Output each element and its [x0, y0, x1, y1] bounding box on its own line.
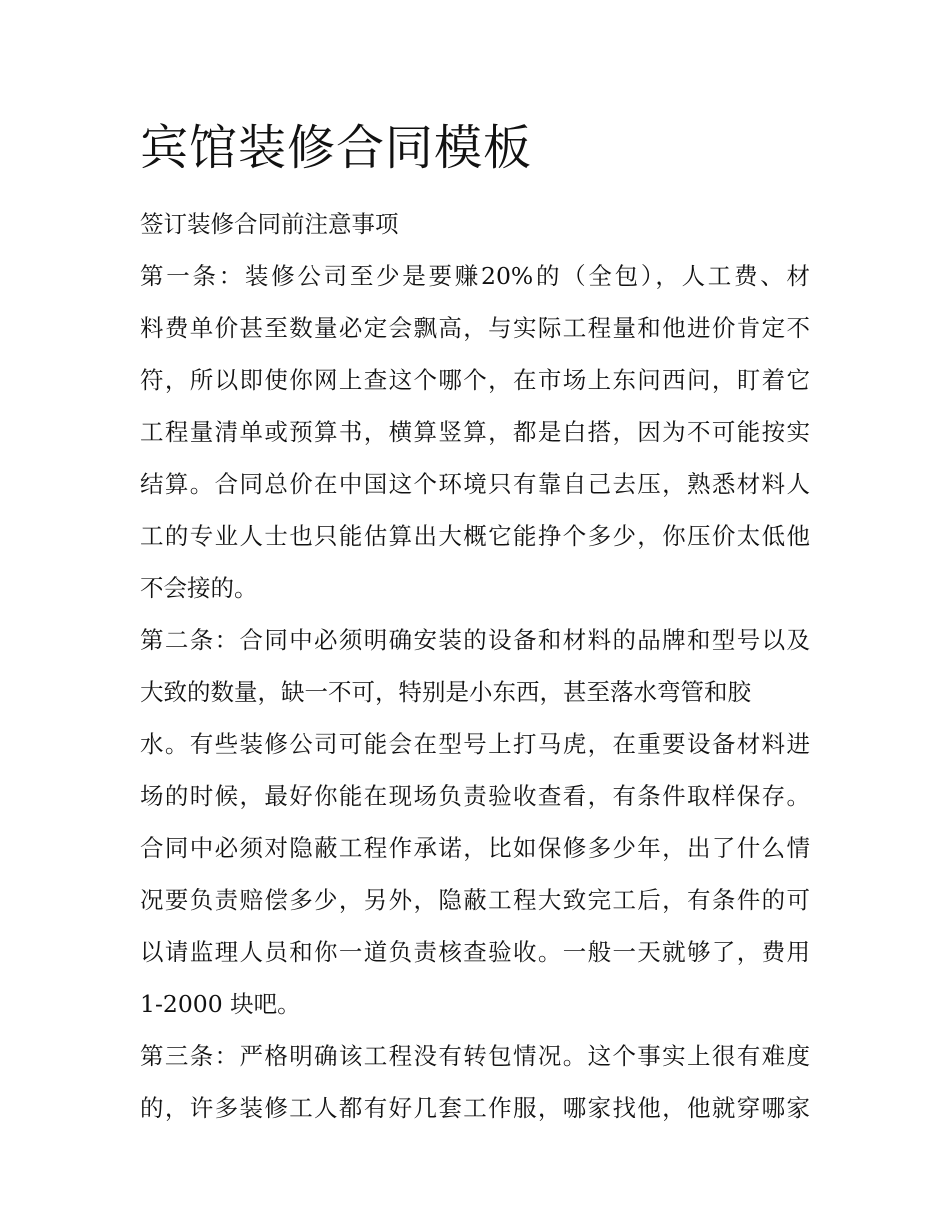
text-line: 结算。合同总价在中国这个环境只有靠自己去压，熟悉材料人 [140, 470, 810, 498]
text-line: 以请监理人员和你一道负责核查验收。一般一天就够了，费用 [140, 938, 810, 966]
text-line: 场的时候，最好你能在现场负责验收查看，有条件取样保存。 [140, 782, 810, 810]
text-line: 的，许多装修工人都有好几套工作服，哪家找他，他就穿哪家 [140, 1094, 810, 1122]
text-line: 大致的数量，缺一不可，特别是小东西，甚至落水弯管和胶 [140, 678, 751, 706]
text-line: 工的专业人士也只能估算出大概它能挣个多少，你压价太低他 [140, 522, 810, 550]
text-line: 符，所以即使你网上查这个哪个，在市场上东问西问，盯着它 [140, 366, 810, 394]
section-heading: 签订装修合同前注意事项 [140, 210, 399, 238]
text-line: 合同中必须对隐蔽工程作承诺，比如保修多少年，出了什么情 [140, 834, 810, 862]
text-line: 水。有些装修公司可能会在型号上打马虎，在重要设备材料进 [140, 730, 810, 758]
text-line: 1-2000 块吧。 [140, 990, 301, 1018]
text-line: 第三条：严格明确该工程没有转包情况。这个事实上很有难度 [140, 1042, 810, 1070]
text-line: 工程量清单或预算书，横算竖算，都是白搭，因为不可能按实 [140, 418, 810, 446]
text-line: 况要负责赔偿多少，另外，隐蔽工程大致完工后，有条件的可 [140, 886, 810, 914]
text-line: 不会接的。 [140, 574, 258, 602]
text-line: 料费单价甚至数量必定会飘高，与实际工程量和他进价肯定不 [140, 314, 810, 342]
text-line: 第一条：装修公司至少是要赚20%的（全包），人工费、材 [140, 262, 810, 290]
text-line: 第二条：合同中必须明确安装的设备和材料的品牌和型号以及 [140, 626, 810, 654]
document-body [140, 198, 810, 1134]
document-title: 宾馆装修合同模板 [140, 120, 533, 176]
